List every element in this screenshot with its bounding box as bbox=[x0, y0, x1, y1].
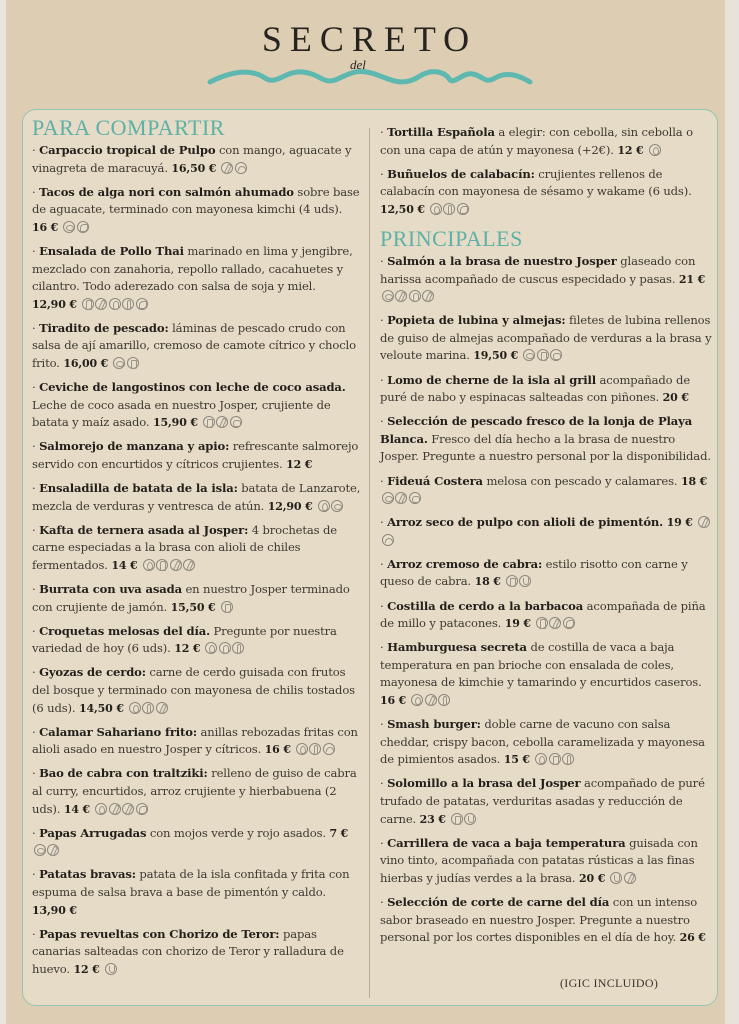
menu-item-name: Lomo de cherne de la isla al grill bbox=[387, 372, 596, 387]
milk-icon bbox=[203, 416, 215, 428]
gluten-icon bbox=[562, 753, 574, 765]
menu-item-description: láminas de pescado crudo con salsa de ají amarillo, cremoso de camote cítrico y choclo frito. bbox=[32, 320, 356, 371]
menu-item-name: Arroz cremoso de cabra: bbox=[387, 556, 543, 571]
bullet: · bbox=[32, 439, 40, 454]
menu-item-price: 23 € bbox=[419, 812, 446, 826]
menu-item-name: Costilla de cerdo a la barbacoa bbox=[387, 598, 584, 613]
menu-item bbox=[380, 253, 712, 306]
menu-item-price: 14 € bbox=[111, 558, 138, 572]
menu-item-description: 4 brochetas de carne especiadas a la brasa con alioli de chiles fermentados. bbox=[32, 522, 337, 572]
allergen-icons bbox=[605, 871, 636, 885]
bullet: · bbox=[380, 313, 388, 328]
menu-item-price: 18 € bbox=[474, 575, 501, 589]
tax-note: (IGIC INCLUIDO) bbox=[560, 976, 659, 990]
bullet: · bbox=[32, 665, 40, 680]
section-title-principales: PRINCIPALES bbox=[380, 225, 523, 251]
allergen-icons bbox=[216, 600, 233, 614]
menu-item-name: Salmorejo de manzana y apio: bbox=[39, 439, 230, 454]
bullet: · bbox=[32, 243, 40, 258]
crustacean-icon bbox=[550, 349, 562, 361]
bullet: · bbox=[380, 515, 388, 530]
menu-item-name: Salmón a la brasa de nuestro Josper bbox=[387, 253, 617, 268]
allergen-icons bbox=[313, 499, 344, 513]
bullet: · bbox=[380, 125, 388, 139]
menu-item-price: 14 € bbox=[63, 802, 91, 816]
menu-item-name: Carrillera de vaca a baja temperatura bbox=[387, 835, 626, 850]
gluten-icon bbox=[232, 642, 244, 654]
bullet: · bbox=[32, 320, 40, 335]
bullet: · bbox=[32, 724, 40, 739]
menu-item-name: Hamburguesa secreta bbox=[387, 640, 527, 655]
menu-item-price: 12 € bbox=[73, 962, 100, 976]
menu-header bbox=[0, 0, 739, 100]
bullet: · bbox=[32, 825, 40, 840]
menu-item-description: con mojos verde y rojo asados. bbox=[146, 825, 330, 840]
allergen-icons bbox=[138, 558, 196, 572]
egg-icon bbox=[129, 702, 141, 714]
menu-item-name: Popieta de lubina y almejas: bbox=[387, 313, 566, 328]
bullet: · bbox=[32, 184, 40, 199]
menu-item-name: Fideuá Costera bbox=[387, 473, 483, 488]
celery-icon bbox=[95, 298, 107, 310]
menu-item-description: con un intenso sabor braseado en nuestro Josper. Pregunte a nuestro personal por los cortes disponibles en el día de hoy. bbox=[380, 894, 698, 945]
menu-item-price: 16 € bbox=[264, 743, 291, 757]
celery-icon bbox=[221, 162, 233, 174]
gluten-icon bbox=[438, 694, 450, 706]
menu-item-name: Kafta de ternera asada al Josper: bbox=[39, 522, 249, 537]
celery-icon bbox=[122, 803, 134, 815]
menu-item-description: batata de Lanzarote, mezcla de verduras y ventresca de atún. bbox=[32, 481, 361, 513]
peanut-icon bbox=[409, 290, 421, 302]
bullet: · bbox=[380, 717, 388, 732]
egg-icon bbox=[535, 753, 547, 765]
celery-icon bbox=[624, 872, 636, 884]
menu-item-description: carne de cerdo guisada con frutos del bosque y terminado con mayonesa de chilis tostados (6 uds). bbox=[32, 665, 355, 715]
celery-icon bbox=[395, 290, 407, 302]
allergen-icons bbox=[380, 289, 434, 303]
menu-item-description: Pregunte por nuestra variedad de hoy (6 uds). bbox=[32, 623, 337, 656]
bullet: · bbox=[380, 166, 388, 181]
menu-item-description: sobre base de aguacate, terminado con mayonesa kimchi (4 uds). bbox=[32, 184, 360, 217]
celery-icon bbox=[698, 516, 710, 528]
celery-icon bbox=[109, 803, 121, 815]
egg-icon bbox=[296, 743, 308, 755]
milk-icon bbox=[549, 753, 561, 765]
menu-item-price: 19 € bbox=[504, 617, 531, 631]
column-right bbox=[380, 124, 712, 953]
menu-item bbox=[380, 124, 712, 159]
bullet: · bbox=[32, 582, 40, 597]
menu-item-name: Arroz seco de pulpo con alioli de pimentón. bbox=[387, 515, 664, 530]
menu-item-description: en nuestro Josper terminado con crujiente de jamón. bbox=[32, 582, 350, 614]
menu-item-description: filetes de lubina rellenos de guiso de almejas acompañado de verduras a la brasa y veloute marina. bbox=[380, 313, 712, 363]
menu-item-description: anillas rebozadas fritas con alioli asado en nuestro Josper y cítricos. bbox=[32, 724, 358, 757]
menu-item-description: Fresco del día hecho a la brasa de nuestro Josper. Pregunte a nuestro personal por la disponibilidad. bbox=[380, 431, 711, 464]
bullet: · bbox=[380, 640, 388, 655]
milk-icon bbox=[537, 349, 549, 361]
bullet: · bbox=[380, 598, 388, 613]
gluten-icon bbox=[122, 298, 134, 310]
crustacean-icon bbox=[230, 416, 242, 428]
menu-item-price: 26 € bbox=[679, 931, 706, 945]
menu-item bbox=[380, 372, 712, 407]
fish-icon bbox=[113, 357, 125, 369]
menu-item-name: Smash burger: bbox=[387, 717, 481, 732]
bullet: · bbox=[32, 766, 40, 781]
molluscs-icon bbox=[323, 743, 335, 755]
menu-item bbox=[380, 716, 712, 769]
celery-icon bbox=[216, 416, 228, 428]
gluten-icon bbox=[443, 203, 455, 215]
menu-item-name: Selección de pescado fresco de la lonja de Playa Blanca. bbox=[380, 414, 693, 446]
menu-item-name: Bao de cabra con traltziki: bbox=[39, 766, 208, 781]
menu-item-price: 16,50 € bbox=[171, 161, 217, 175]
mustard-icon bbox=[536, 617, 548, 629]
menu-item bbox=[32, 142, 364, 177]
menu-item-price: 7 € bbox=[329, 826, 349, 840]
celery-icon bbox=[395, 492, 407, 504]
fish-icon bbox=[331, 500, 343, 512]
celery-icon bbox=[549, 617, 561, 629]
allergen-icons bbox=[77, 297, 148, 311]
menu-item-name: Patatas bravas: bbox=[39, 867, 136, 882]
celery-icon bbox=[47, 844, 59, 856]
menu-item-price: 16,00 € bbox=[63, 357, 109, 371]
allergen-icons bbox=[200, 641, 244, 655]
menu-item bbox=[32, 379, 364, 432]
allergen-icons bbox=[501, 574, 532, 588]
menu-item bbox=[32, 480, 364, 515]
menu-item bbox=[380, 835, 712, 888]
menu-item bbox=[32, 581, 364, 616]
menu-item bbox=[380, 556, 712, 591]
sulphites-icon bbox=[464, 813, 476, 825]
menu-item-description: crujientes rellenos de calabacín con mayonesa de sésamo y wakame (6 uds). bbox=[380, 166, 692, 199]
celery-icon bbox=[170, 559, 182, 571]
bullet: · bbox=[32, 143, 40, 157]
page-edge bbox=[0, 0, 6, 1024]
soy-icon bbox=[136, 803, 148, 815]
soy-icon bbox=[136, 298, 148, 310]
soy-icon bbox=[457, 203, 469, 215]
fish-icon bbox=[382, 290, 394, 302]
menu-item bbox=[32, 926, 364, 979]
section-title-para-compartir: PARA COMPARTIR bbox=[32, 115, 225, 140]
menu-item-price: 15,50 € bbox=[170, 600, 216, 614]
menu-item-name: Papas revueltas con Chorizo de Teror: bbox=[39, 926, 280, 941]
egg-icon bbox=[411, 694, 423, 706]
menu-item bbox=[32, 438, 364, 473]
menu-item bbox=[380, 598, 712, 633]
menu-item-description: patata de la isla confitada y frita con espuma de salsa brava a base de pimentón y caldo. bbox=[32, 867, 350, 899]
menu-item-price: 16 € bbox=[32, 220, 59, 234]
bullet: · bbox=[380, 835, 388, 850]
menu-item-name: Burrata con uva asada bbox=[39, 582, 182, 597]
menu-item-description: a elegir: con cebolla, sin cebolla o con una capa de atún y mayonesa (+2€). bbox=[380, 125, 693, 157]
bullet: · bbox=[380, 414, 388, 429]
allergen-icons bbox=[58, 220, 89, 234]
menu-item bbox=[32, 866, 364, 919]
egg-icon bbox=[143, 559, 155, 571]
allergen-icons bbox=[100, 962, 117, 976]
fish-icon bbox=[382, 492, 394, 504]
menu-list-para-compartir bbox=[32, 142, 364, 978]
milk-icon bbox=[506, 575, 518, 587]
gluten-icon bbox=[309, 743, 321, 755]
allergen-icons bbox=[425, 202, 469, 216]
allergen-icons bbox=[406, 693, 450, 707]
menu-item-name: Ensaladilla de batata de la isla: bbox=[39, 481, 238, 496]
bullet: · bbox=[380, 556, 388, 571]
menu-item-price: 12,90 € bbox=[32, 297, 77, 311]
menu-item bbox=[380, 514, 712, 549]
allergen-icons bbox=[124, 701, 168, 715]
menu-item-price: 20 € bbox=[579, 871, 606, 885]
menu-item bbox=[32, 664, 364, 717]
menu-item-name: Carpaccio tropical de Pulpo bbox=[39, 143, 216, 157]
menu-item-price: 12,50 € bbox=[380, 202, 425, 216]
menu-item-description: Leche de coco asada en nuestro Josper, crujiente de batata y maíz asado. bbox=[32, 397, 331, 430]
sulphites-icon bbox=[105, 963, 117, 975]
allergen-icons bbox=[446, 812, 477, 826]
egg-icon bbox=[318, 500, 330, 512]
allergen-icons bbox=[518, 348, 562, 362]
menu-item-name: Calamar Sahariano frito: bbox=[39, 724, 197, 739]
menu-item-name: Solomillo a la brasa del Josper bbox=[387, 776, 581, 791]
menu-item bbox=[380, 894, 712, 947]
milk-icon bbox=[127, 357, 139, 369]
allergen-icons bbox=[291, 742, 335, 756]
bullet: · bbox=[380, 372, 388, 387]
menu-item-name: Ceviche de langostinos con leche de coco asada. bbox=[39, 380, 346, 395]
menu-item-description: melosa con pescado y calamares. bbox=[482, 473, 681, 488]
menu-item-price: 12 € bbox=[286, 458, 313, 471]
molluscs-icon bbox=[235, 162, 247, 174]
menu-item-description: marinado en lima y jengibre, mezclado con zanahoria, repollo rallado, cacahuetes y cilantro. Todo aderezado con salsa de soja y miel. bbox=[32, 243, 353, 294]
menu-item-description: relleno de guiso de cabra al curry, encurtidos, arroz crujiente y hierbabuena (2 uds). bbox=[32, 766, 357, 816]
menu-item-price: 19,50 € bbox=[473, 349, 519, 363]
menu-item-price: 12 € bbox=[617, 143, 644, 157]
bullet: · bbox=[32, 522, 40, 537]
menu-item-name: Tiradito de pescado: bbox=[39, 320, 169, 335]
menu-item-description: estilo risotto con carne y queso de cabra. bbox=[380, 556, 688, 589]
menu-item-name: Buñuelos de calabacín: bbox=[387, 166, 535, 181]
crustacean-icon bbox=[409, 492, 421, 504]
menu-item bbox=[380, 775, 712, 828]
menu-item-price: 15 € bbox=[503, 753, 530, 767]
column-divider bbox=[369, 128, 370, 998]
bullet: · bbox=[32, 380, 40, 395]
bullet: · bbox=[32, 867, 40, 882]
milk-icon bbox=[451, 813, 463, 825]
bullet: · bbox=[32, 926, 40, 941]
allergen-icons bbox=[531, 616, 575, 630]
logo-title: SECRETO bbox=[261, 19, 478, 59]
sulphites-icon bbox=[610, 872, 622, 884]
menu-item-description: acompañado de puré trufado de patatas, verduritas asadas y reducción de carne. bbox=[380, 776, 705, 826]
allergen-icons bbox=[198, 415, 242, 429]
menu-item-description: doble carne de vacuno con salsa cheddar, crispy bacon, cebolla caramelizada y mayonesa de pimientos asados. bbox=[380, 717, 705, 767]
soy-icon bbox=[77, 221, 89, 233]
menu-item-name: Croquetas melosas del día. bbox=[39, 623, 210, 638]
gluten-icon bbox=[142, 702, 154, 714]
mustard-icon bbox=[156, 559, 168, 571]
menu-item bbox=[32, 623, 364, 658]
menu-item bbox=[32, 320, 364, 373]
egg-icon bbox=[205, 642, 217, 654]
logo-del: del bbox=[350, 57, 366, 72]
menu-item-price: 15,90 € bbox=[153, 416, 198, 430]
menu-item-price: 16 € bbox=[380, 694, 407, 708]
menu-list-para-compartir-cont bbox=[380, 124, 712, 218]
page-edge bbox=[725, 0, 739, 1024]
menu-item-price: 18 € bbox=[681, 474, 708, 488]
bullet: · bbox=[32, 481, 40, 496]
menu-item bbox=[380, 639, 712, 709]
allergen-icons bbox=[90, 802, 148, 816]
menu-item bbox=[380, 473, 712, 508]
allergen-icons bbox=[108, 356, 139, 370]
egg-icon bbox=[430, 203, 442, 215]
celery-icon bbox=[183, 559, 195, 571]
celery-icon bbox=[425, 694, 437, 706]
menu-item bbox=[380, 413, 712, 466]
menu-item-price: 12 € bbox=[174, 642, 201, 656]
menu-item bbox=[32, 724, 364, 759]
menu-item-price: 20 € bbox=[662, 391, 689, 405]
celery-icon bbox=[156, 702, 168, 714]
celery-icon bbox=[422, 290, 434, 302]
menu-item bbox=[32, 184, 364, 237]
peanut-icon bbox=[219, 642, 231, 654]
column-left bbox=[32, 114, 364, 985]
sulphites-icon bbox=[519, 575, 531, 587]
bullet: · bbox=[380, 473, 388, 488]
menu-item-description: papas canarias salteadas con chorizo de Teror y ralladura de huevo. bbox=[32, 926, 344, 976]
peanut-icon bbox=[109, 298, 121, 310]
menu-item-description: acompañada de piña de millo y patacones. bbox=[380, 598, 706, 631]
bullet: · bbox=[32, 623, 40, 638]
bullet: · bbox=[380, 253, 388, 268]
allergen-icons bbox=[32, 843, 59, 857]
molluscs-icon bbox=[382, 534, 394, 546]
menu-item-description: glaseado con harissa acompañado de cuscus especidado y pasas. bbox=[380, 253, 696, 286]
menu-item-price: 13,90 € bbox=[32, 903, 77, 917]
menu-item-description: guisada con vino tinto, acompañada con patatas rústicas a las finas hierbas y judías verdes a la brasa. bbox=[380, 835, 698, 885]
fish-icon bbox=[34, 844, 46, 856]
menu-item bbox=[380, 166, 712, 219]
menu-item-description: con mango, aguacate y vinagreta de maracuyá. bbox=[32, 143, 352, 175]
bullet: · bbox=[380, 776, 388, 791]
menu-item-name: Ensalada de Pollo Thai bbox=[39, 243, 184, 258]
menu-item-name: Tacos de alga nori con salmón ahumado bbox=[39, 184, 294, 199]
menu-item bbox=[32, 825, 364, 860]
soy-icon bbox=[563, 617, 575, 629]
bullet: · bbox=[380, 894, 388, 909]
fish-icon bbox=[63, 221, 75, 233]
logo-wave-mar-icon bbox=[205, 60, 535, 90]
menu-item-price: 14,50 € bbox=[78, 701, 124, 715]
menu-item-name: Tortilla Española bbox=[387, 125, 495, 139]
menu-item-description: refrescante salmorejo servido con encurtidos y cítricos crujientes. bbox=[32, 439, 359, 471]
mustard-icon bbox=[82, 298, 94, 310]
fish-icon bbox=[523, 349, 535, 361]
menu-item bbox=[32, 243, 364, 313]
allergen-icons bbox=[216, 161, 247, 175]
menu-item bbox=[380, 312, 712, 365]
menu-item bbox=[32, 765, 364, 818]
menu-item-description: acompañado de puré de nabo y espinacas salteadas con piñones. bbox=[380, 372, 691, 405]
allergen-icons bbox=[380, 491, 421, 505]
menu-item-price: 21 € bbox=[678, 272, 706, 286]
menu-item-name: Gyozas de cerdo: bbox=[39, 665, 146, 680]
menu-list-principales bbox=[380, 253, 712, 947]
allergen-icons bbox=[530, 752, 574, 766]
milk-icon bbox=[221, 601, 233, 613]
allergen-icons bbox=[644, 143, 661, 157]
menu-item bbox=[32, 522, 364, 575]
menu-item-name: Selección de corte de carne del día bbox=[387, 894, 610, 909]
menu-item-price: 12,90 € bbox=[267, 499, 313, 513]
egg-icon bbox=[649, 144, 661, 156]
menu-item-description: de costilla de vaca a baja temperatura en pan brioche con ensalada de coles, mayonesa de kimchie y tamarindo y encurtidos caseros. bbox=[380, 640, 702, 690]
menu-item-price: 19 € bbox=[666, 516, 693, 530]
menu-item-name: Papas Arrugadas bbox=[39, 825, 147, 840]
egg-icon bbox=[95, 803, 107, 815]
